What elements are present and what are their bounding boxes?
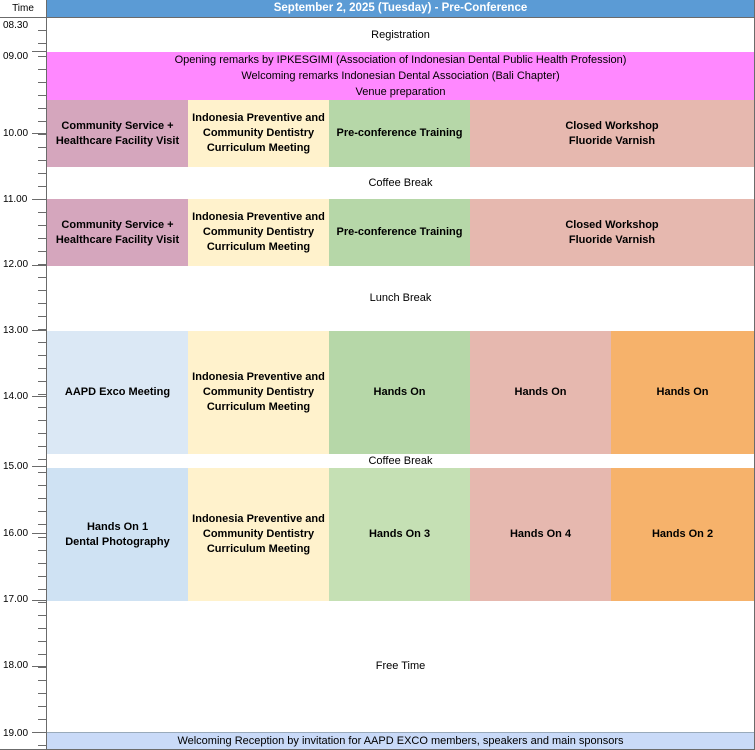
time-tick xyxy=(38,108,46,109)
session-line: Community Dentistry xyxy=(202,127,315,139)
time-label: 13.00 xyxy=(3,325,29,336)
time-tick xyxy=(38,719,46,720)
time-tick xyxy=(38,95,46,96)
time-tick xyxy=(38,615,46,616)
time-tick xyxy=(38,394,46,395)
session-line: Indonesia Preventive and xyxy=(192,112,325,124)
curriculum-meeting-session xyxy=(188,100,329,167)
session-line: Closed Workshop xyxy=(565,218,659,231)
session-line: Curriculum Meeting xyxy=(206,543,311,555)
time-tick xyxy=(38,225,46,226)
time-tick xyxy=(38,628,46,629)
time-major-tick xyxy=(32,533,46,534)
time-tick xyxy=(38,745,46,746)
opening-line-3: Venue preparation xyxy=(355,86,446,98)
time-tick xyxy=(38,472,46,473)
session-line: Indonesia Preventive and xyxy=(192,211,325,223)
lunch-break-row xyxy=(47,266,754,331)
time-tick xyxy=(38,680,46,681)
session-line: Community Service + xyxy=(61,218,174,231)
reception-label: Welcoming Reception by invitation for AAPD EXCO members, speakers and main sponsors xyxy=(177,734,624,747)
time-major-tick xyxy=(32,732,46,733)
session-line: Curriculum Meeting xyxy=(206,241,311,253)
time-tick xyxy=(38,667,46,668)
community-service-session xyxy=(47,199,188,266)
time-major-tick xyxy=(32,265,46,266)
date-header: September 2, 2025 (Tuesday) - Pre-Conference xyxy=(47,0,754,18)
time-tick xyxy=(38,121,46,122)
time-major-tick xyxy=(32,133,46,134)
session-line: Pre-conference Training xyxy=(336,226,463,238)
time-major-tick xyxy=(32,396,46,397)
session-line: Curriculum Meeting xyxy=(206,142,311,154)
time-label: 11.00 xyxy=(3,194,28,205)
time-label: 15.00 xyxy=(3,461,29,472)
time-tick xyxy=(38,186,46,187)
time-tick xyxy=(38,290,46,291)
time-tick xyxy=(38,173,46,174)
session-line: Hands On 4 xyxy=(509,528,572,540)
time-tick xyxy=(38,511,46,512)
time-major-tick xyxy=(32,600,46,601)
opening-remarks-row xyxy=(47,52,754,100)
session-line: Community Service + xyxy=(61,119,174,132)
coffee-break-row xyxy=(47,454,754,468)
session-line: Indonesia Preventive and xyxy=(192,513,325,525)
time-tick xyxy=(38,381,46,382)
hands-on-session xyxy=(470,331,611,454)
time-tick xyxy=(38,368,46,369)
time-major-tick xyxy=(32,666,46,667)
time-tick xyxy=(38,485,46,486)
time-tick xyxy=(38,147,46,148)
time-tick xyxy=(38,82,46,83)
time-tick xyxy=(38,212,46,213)
time-major-tick xyxy=(32,199,46,200)
time-label: 09.00 xyxy=(3,51,29,62)
hands-on-2-session xyxy=(611,468,754,601)
session-line: Community Dentistry xyxy=(202,226,315,238)
session-line: Indonesia Preventive and xyxy=(192,371,325,383)
time-label: 14.00 xyxy=(3,391,29,402)
time-tick xyxy=(38,251,46,252)
closed-workshop-session xyxy=(470,199,754,266)
lunch-break-label: Lunch Break xyxy=(369,292,432,304)
session-line: Community Dentistry xyxy=(202,386,315,398)
time-tick xyxy=(38,56,46,57)
session-line: Curriculum Meeting xyxy=(206,401,311,413)
hands-on-3-session xyxy=(329,468,470,601)
time-label: 19.00 xyxy=(3,728,29,739)
time-header: Time xyxy=(0,0,46,18)
time-tick xyxy=(38,43,46,44)
time-tick xyxy=(38,277,46,278)
time-tick xyxy=(38,563,46,564)
hands-on-4-session xyxy=(470,468,611,601)
time-tick xyxy=(38,537,46,538)
time-tick xyxy=(38,420,46,421)
time-tick xyxy=(38,303,46,304)
opening-line-2: Welcoming remarks Indonesian Dental Association (Bali Chapter) xyxy=(241,70,560,82)
time-label: 18.00 xyxy=(3,660,29,671)
time-major-tick xyxy=(32,466,46,467)
pre-conference-training-session xyxy=(329,199,470,266)
curriculum-meeting-session xyxy=(188,331,329,454)
session-line: Closed Workshop xyxy=(565,119,659,132)
session-line: Hands On 2 xyxy=(651,528,714,540)
welcoming-reception-row xyxy=(47,732,754,749)
session-line: Fluoride Varnish xyxy=(568,134,656,147)
time-tick xyxy=(38,355,46,356)
session-line: AAPD Exco Meeting xyxy=(64,386,171,398)
session-line: Fluoride Varnish xyxy=(568,233,656,246)
session-line: Community Dentistry xyxy=(202,528,315,540)
community-service-session xyxy=(47,100,188,167)
time-tick xyxy=(38,550,46,551)
hands-on-1-session xyxy=(47,468,188,601)
time-tick xyxy=(38,433,46,434)
hands-on-session xyxy=(611,331,754,454)
free-time-row xyxy=(47,601,754,732)
time-tick xyxy=(38,316,46,317)
time-tick xyxy=(38,589,46,590)
time-label: 10.00 xyxy=(3,128,29,139)
time-tick xyxy=(38,134,46,135)
time-major-tick xyxy=(32,51,46,52)
time-tick xyxy=(38,706,46,707)
time-tick xyxy=(38,654,46,655)
hands-on-session xyxy=(329,331,470,454)
coffee-break-row xyxy=(47,167,754,199)
curriculum-meeting-session xyxy=(188,468,329,601)
time-tick xyxy=(38,342,46,343)
time-label: 16.00 xyxy=(3,528,29,539)
time-tick xyxy=(38,524,46,525)
time-tick xyxy=(38,576,46,577)
coffee-break-label: Coffee Break xyxy=(368,176,433,189)
session-line: Hands On 1 xyxy=(86,520,149,533)
time-tick xyxy=(38,69,46,70)
time-tick xyxy=(38,446,46,447)
pre-conference-training-session xyxy=(329,100,470,167)
time-tick xyxy=(38,407,46,408)
session-line: Healthcare Facility Visit xyxy=(55,233,180,246)
registration-label: Registration xyxy=(371,28,430,41)
session-line: Healthcare Facility Visit xyxy=(55,134,180,147)
time-label: 17.00 xyxy=(3,594,29,605)
time-column xyxy=(0,0,47,749)
time-tick xyxy=(38,30,46,31)
session-line: Hands On xyxy=(514,386,567,398)
time-tick xyxy=(38,641,46,642)
session-line: Hands On xyxy=(373,386,426,398)
coffee-break-label: Coffee Break xyxy=(368,454,433,467)
time-major-tick xyxy=(32,330,46,331)
time-label: 08.30 xyxy=(3,20,29,31)
time-tick xyxy=(38,459,46,460)
time-tick xyxy=(38,693,46,694)
time-label: 12.00 xyxy=(3,259,29,270)
time-tick xyxy=(38,498,46,499)
curriculum-meeting-session xyxy=(188,199,329,266)
time-tick xyxy=(38,238,46,239)
session-line: Hands On 3 xyxy=(368,528,431,540)
aapd-exco-meeting-session xyxy=(47,331,188,454)
session-line: Hands On xyxy=(656,386,709,398)
time-tick xyxy=(38,602,46,603)
session-line: Dental Photography xyxy=(65,535,170,548)
session-line: Pre-conference Training xyxy=(336,127,463,139)
free-time-label: Free Time xyxy=(375,660,426,672)
closed-workshop-session xyxy=(470,100,754,167)
opening-line-1: Opening remarks by IPKESGIMI (Association of Indonesian Dental Public Health Profession) xyxy=(174,54,627,66)
registration-row xyxy=(47,18,754,52)
time-tick xyxy=(38,160,46,161)
